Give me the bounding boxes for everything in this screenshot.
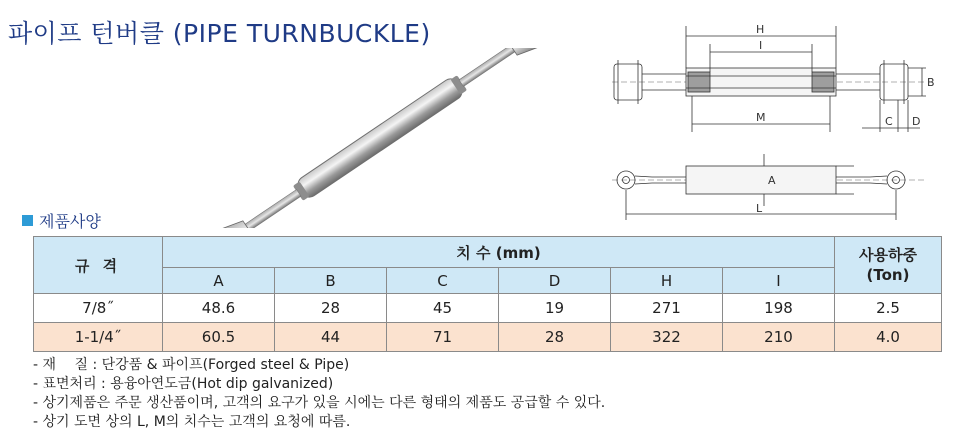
- pipe-turnbuckle-photo: [195, 48, 565, 228]
- note-material: - 재 질 : 단강품 & 파이프(Forged steel & Pipe): [33, 357, 350, 373]
- cell-d: 19: [499, 294, 611, 323]
- column-header-c: C: [387, 268, 499, 294]
- table-row: [34, 323, 942, 352]
- cell-a: 60.5: [163, 323, 275, 352]
- top-view: [612, 26, 926, 132]
- cell-c: 71: [387, 323, 499, 352]
- cell-d: 28: [499, 323, 611, 352]
- column-header-a: A: [163, 268, 275, 294]
- cell-grade: 1-1/4˝: [34, 323, 163, 352]
- dim-label-b: B: [927, 76, 935, 89]
- side-view: [612, 154, 924, 220]
- cell-b: 28: [275, 294, 387, 323]
- column-header-i: I: [723, 268, 835, 294]
- note-surface: - 표면처리 : 용융아연도금(Hot dip galvanized): [33, 376, 334, 392]
- technical-drawing: [604, 14, 944, 224]
- cell-load: 4.0: [835, 323, 942, 352]
- dim-label-l: L: [756, 202, 763, 215]
- cell-load: 2.5: [835, 294, 942, 323]
- cell-h: 271: [611, 294, 723, 323]
- cell-grade: 7/8˝: [34, 294, 163, 323]
- header-grade: 규 격: [34, 237, 163, 294]
- dim-label-d: D: [912, 115, 921, 128]
- table-row: [34, 294, 942, 323]
- cell-i: 210: [723, 323, 835, 352]
- column-header-h: H: [611, 268, 723, 294]
- header-load-line1: 사용하중: [859, 246, 917, 264]
- header-load-line2: (Ton): [866, 266, 910, 284]
- section-title: 제품사양: [39, 212, 101, 231]
- cell-i: 198: [723, 294, 835, 323]
- dim-label-i: I: [759, 39, 763, 52]
- section-heading: [22, 209, 101, 232]
- column-header-b: B: [275, 268, 387, 294]
- cell-a: 48.6: [163, 294, 275, 323]
- cell-c: 45: [387, 294, 499, 323]
- dim-label-c: C: [885, 115, 893, 128]
- dim-label-m: M: [756, 111, 766, 124]
- cell-b: 44: [275, 323, 387, 352]
- note-dimensions: - 상기 도면 상의 L, M의 치수는 고객의 요청에 따름.: [33, 414, 351, 430]
- column-header-d: D: [499, 268, 611, 294]
- cell-h: 322: [611, 323, 723, 352]
- spec-table: [33, 236, 942, 352]
- square-bullet-icon: [22, 215, 33, 226]
- header-dimensions: 치 수 (mm): [163, 237, 835, 268]
- header-load: [835, 237, 942, 294]
- dim-label-h: H: [756, 23, 765, 36]
- page-title: 파이프 턴버클 (PIPE TURNBUCKLE): [8, 19, 431, 48]
- note-order: - 상기제품은 주문 생산품이며, 고객의 요구가 있을 시에는 다른 형태의 제품도 공급할 수 있다.: [33, 395, 606, 411]
- notes-list: [33, 356, 605, 432]
- dim-label-a: A: [768, 174, 776, 187]
